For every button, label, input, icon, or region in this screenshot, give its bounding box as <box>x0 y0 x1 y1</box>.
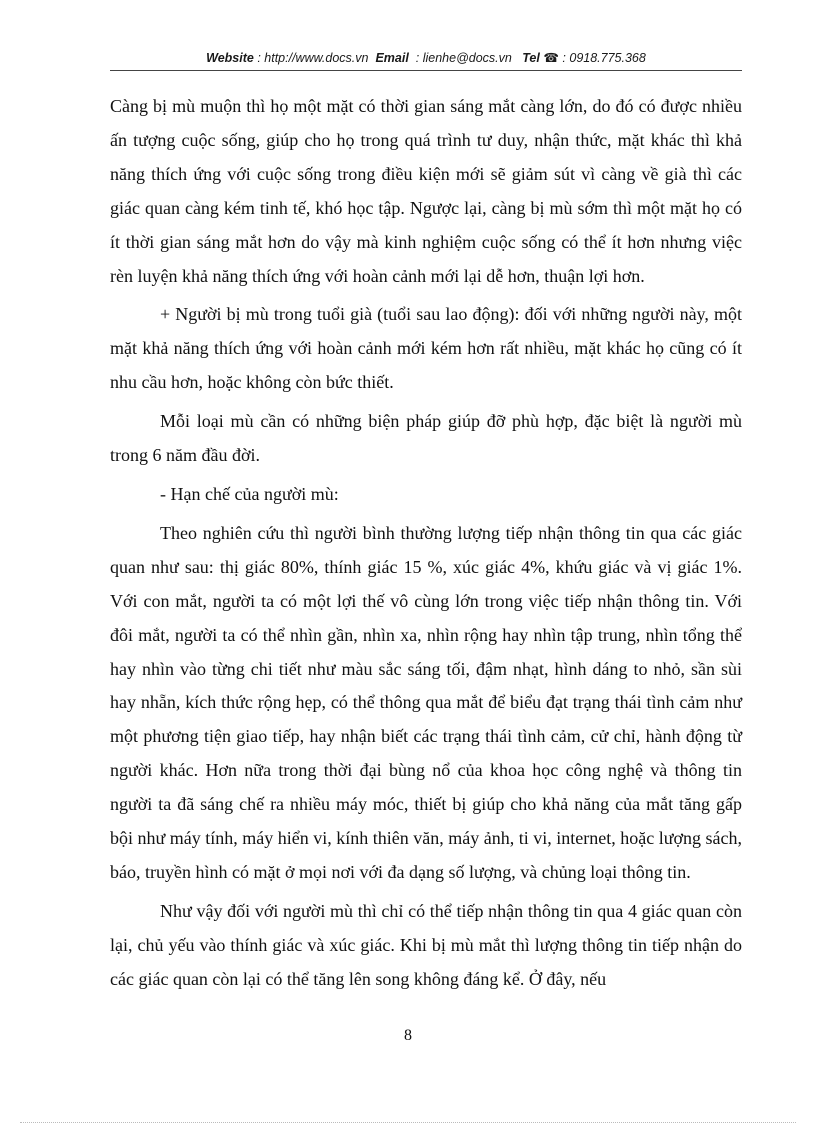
header-divider <box>110 70 742 71</box>
page-header <box>110 50 742 65</box>
website-value: : http://www.docs.vn <box>257 51 369 65</box>
tel-value: : 0918.775.368 <box>562 51 646 65</box>
paragraph: Càng bị mù muộn thì họ một mặt có thời gian sáng mắt càng lớn, do đó có được nhiều ấn tượng cuộc sống, giúp cho họ trong quá trình tư duy, nhận thức, mặt khác thì khả năng thích ứng với cuộc sống trong điều kiện mới sẽ giảm sút vì càng về già thì các giác quan càng kém tinh tế, khó học tập. Ngược lại, càng bị mù sớm thì một mặt họ có ít thời gian sáng mắt hơn do vậy mà kinh nghiệm cuộc sống có thể ít hơn nhưng việc rèn luyện khả năng thích ứng với hoàn cảnh mới lại dễ hơn, thuận lợi hơn. <box>110 96 742 286</box>
website-label: Website <box>206 51 254 65</box>
tel-label: Tel <box>522 51 540 65</box>
paragraph: - Hạn chế của người mù: <box>160 483 339 504</box>
phone-icon: ☎ <box>543 51 559 65</box>
page-number: 8 <box>404 1027 412 1044</box>
paragraph: + Người bị mù trong tuổi già (tuổi sau lao động): đối với những người này, một mặt khả năng thích ứng với hoàn cảnh mới kém hơn rất nhiều, mặt khác họ cũng có ít nhu cầu hơn, hoặc không còn bức thiết. <box>110 304 742 393</box>
paragraph: Mỗi loại mù cần có những biện pháp giúp đỡ phù hợp, đặc biệt là người mù trong 6 năm đầu đời. <box>110 411 742 466</box>
paragraph: Theo nghiên cứu thì người bình thường lượng tiếp nhận thông tin qua các giác quan như sau: thị giác 80%, thính giác 15 %, xúc giác 4%, khứu giác và vị giác 1%. Với con mắt, người ta có một lợi thế vô cùng lớn trong việc tiếp nhận thông tin. Với đôi mắt, người ta có thể nhìn gần, nhìn xa, nhìn rộng hay nhìn tập trung, nhìn tổng thể hay nhìn vào từng chi tiết như màu sắc sáng tối, đậm nhạt, hình dáng to nhỏ, sần sùi hay nhẵn, kích thức rộng hẹp, có thể thông qua mắt để biểu đạt trạng thái tình cảm như một phương tiện giao tiếp, hay nhận biết các trạng thái tình cảm, cử chỉ, hành động từ người khác. Hơn nữa trong thời đại bùng nổ của khoa học công nghệ và thông tin người ta đã sáng chế ra nhiều máy móc, thiết bị giúp cho khả năng của mắt tăng gấp bội như máy tính, máy hiển vi, kính thiên văn, máy ảnh, ti vi, internet, hoặc lượng sách, báo, truyền hình có mặt ở mọi nơi với đa dạng số lượng, và chủng loại thông tin. <box>110 522 742 882</box>
document-body <box>110 90 742 1002</box>
email-label: Email <box>375 51 409 65</box>
paragraph: Như vậy đối với người mù thì chỉ có thể tiếp nhận thông tin qua 4 giác quan còn lại, chủ yếu vào thính giác và xúc giác. Khi bị mù mắt thì lượng thông tin tiếp nhận do các giác quan còn lại có thể tăng lên song không đáng kể. Ở đây, nếu <box>110 900 742 989</box>
email-value: : lienhe@docs.vn <box>415 51 512 65</box>
